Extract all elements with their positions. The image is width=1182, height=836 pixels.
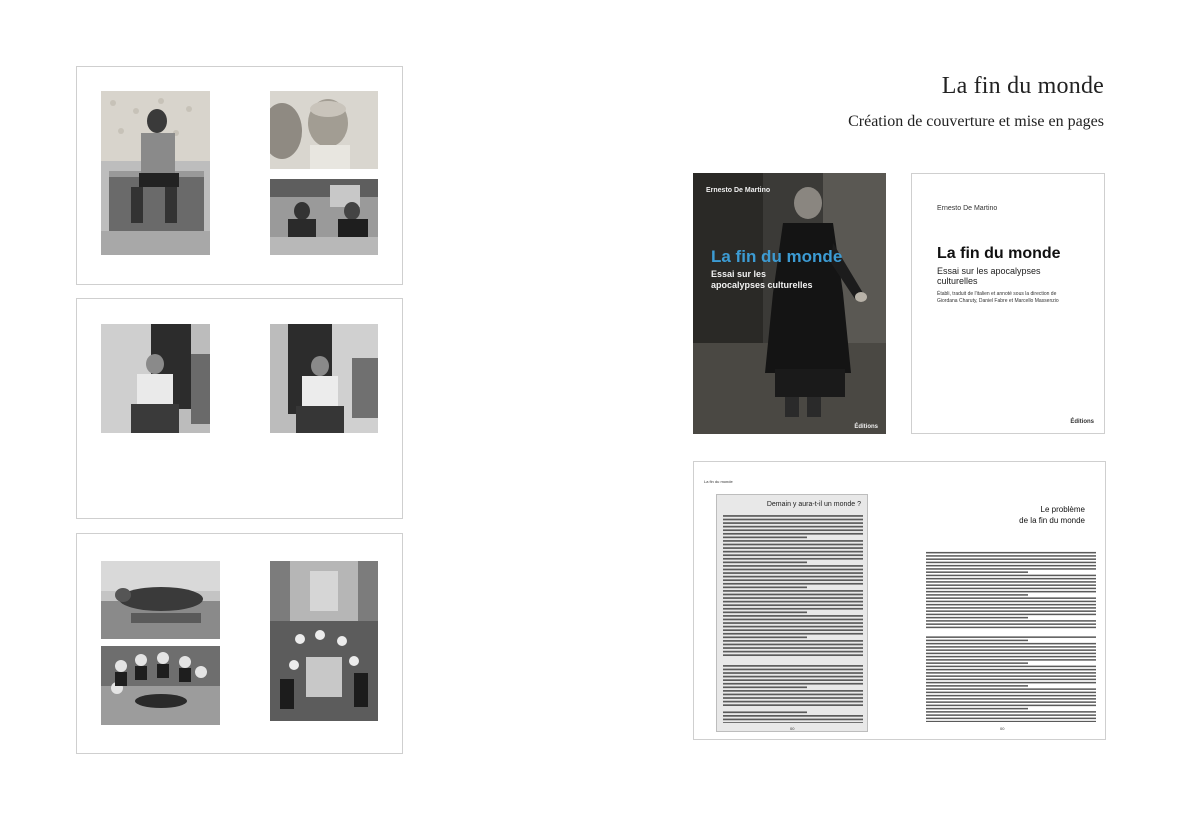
text-line	[723, 633, 863, 635]
book-title-page	[911, 173, 1105, 434]
text-line	[723, 551, 863, 553]
text-line	[926, 711, 1096, 713]
text-line	[926, 692, 1096, 694]
text-line	[723, 636, 807, 638]
text-line	[926, 588, 1096, 590]
photo-men-at-desk	[270, 179, 378, 255]
text-line	[723, 651, 863, 653]
photo-man-seated-on-barrel	[101, 91, 210, 255]
page-number-right: 00	[1000, 726, 1005, 731]
text-line	[926, 679, 1096, 681]
text-line	[723, 615, 863, 617]
text-line	[926, 610, 1096, 612]
text-line	[723, 572, 863, 574]
text-line	[926, 581, 1096, 583]
text-line	[723, 665, 863, 667]
page-title: La fin du monde	[941, 73, 1104, 99]
text-line	[926, 698, 1096, 700]
text-line	[926, 617, 1028, 619]
text-line	[926, 682, 1096, 684]
text-line	[926, 623, 1096, 625]
text-line	[723, 526, 863, 528]
text-line	[723, 629, 863, 631]
photo-two-faces-closeup	[270, 91, 378, 169]
text-line	[926, 662, 1028, 664]
cover-title: La fin du monde	[711, 247, 843, 266]
text-line	[926, 718, 1096, 720]
text-line	[926, 601, 1096, 603]
photo-woman-seated-doorway-1	[101, 324, 210, 433]
text-line	[723, 547, 863, 549]
photo-group-in-circle	[101, 646, 220, 725]
photo-church-ceremony	[270, 561, 378, 721]
sidebar-title: Demain y aura-t-il un monde ?	[766, 501, 861, 508]
title-page-author: Ernesto De Martino	[937, 205, 998, 212]
title-page-credits: Établi, traduit de l'italien et annoté sous la direction de Giordana Charuty, Daniel Fabre et Marcello Massenzio	[937, 291, 1059, 304]
text-line	[723, 719, 863, 721]
text-line	[926, 597, 1096, 599]
text-line	[723, 619, 863, 621]
text-line	[723, 690, 863, 692]
title-page-subtitle: Essai sur les apocalypses culturelles	[937, 266, 1041, 286]
text-line	[926, 659, 1096, 661]
text-line	[723, 587, 807, 589]
text-line	[723, 522, 863, 524]
text-line	[723, 558, 863, 560]
page-subtitle: Création de couverture et mise en pages	[848, 113, 1104, 130]
text-line	[926, 636, 1096, 638]
text-line	[723, 626, 863, 628]
photo-woman-lying-on-bed	[101, 561, 220, 639]
text-line	[926, 584, 1096, 586]
text-line	[723, 694, 863, 696]
chapter-title	[1019, 504, 1085, 526]
text-line	[926, 653, 1096, 655]
title-page-publisher-logo: Éditions	[1070, 419, 1094, 425]
text-line	[723, 519, 863, 521]
cover-photo-woman	[693, 173, 886, 434]
photo-sheet-3	[76, 533, 403, 754]
text-line	[723, 576, 863, 578]
text-line	[723, 644, 863, 646]
text-line	[723, 647, 863, 649]
text-line	[723, 533, 863, 535]
sidebar-body-text	[723, 513, 863, 723]
text-line	[926, 646, 1096, 648]
text-line	[723, 676, 863, 678]
text-line	[926, 594, 1028, 596]
text-line	[926, 614, 1096, 616]
page-number-left: 00	[790, 726, 795, 731]
text-line	[723, 537, 807, 539]
text-line	[723, 711, 807, 713]
text-line	[926, 558, 1096, 560]
sidebar-box	[716, 494, 868, 732]
text-line	[926, 705, 1096, 707]
text-line	[926, 688, 1096, 690]
text-line	[926, 685, 1028, 687]
text-line	[926, 555, 1096, 557]
text-line	[723, 715, 863, 717]
photo-sheet-1	[76, 66, 403, 285]
text-line	[723, 590, 863, 592]
text-line	[926, 669, 1096, 671]
chapter-title-line1: Le problème	[1040, 505, 1085, 514]
book-interior-spread	[693, 461, 1106, 740]
chapter-body-text	[926, 550, 1096, 722]
text-line	[723, 579, 863, 581]
text-line	[723, 554, 863, 556]
text-line	[723, 601, 863, 603]
text-line	[723, 722, 863, 723]
text-line	[926, 604, 1096, 606]
text-line	[926, 721, 1096, 722]
text-line	[926, 675, 1096, 677]
text-line	[926, 571, 1028, 573]
text-line	[926, 672, 1096, 674]
text-line	[723, 669, 863, 671]
text-line	[723, 686, 807, 688]
text-line	[723, 544, 863, 546]
text-line	[723, 679, 863, 681]
text-line	[926, 552, 1096, 554]
text-line	[926, 649, 1096, 651]
text-line	[926, 562, 1096, 564]
text-line	[926, 627, 1096, 629]
text-line	[723, 604, 863, 606]
text-line	[926, 568, 1096, 570]
photo-sheet-2	[76, 298, 403, 519]
text-line	[723, 562, 807, 564]
photo-woman-seated-doorway-2	[270, 324, 378, 433]
text-line	[723, 697, 863, 699]
text-line	[926, 607, 1096, 609]
text-line	[723, 565, 863, 567]
text-line	[926, 578, 1096, 580]
text-line	[723, 654, 863, 656]
text-line	[723, 540, 863, 542]
cover-author: Ernesto De Martino	[706, 187, 771, 194]
text-line	[723, 529, 863, 531]
text-line	[723, 597, 863, 599]
text-line	[723, 622, 863, 624]
text-line	[926, 565, 1096, 567]
text-line	[926, 666, 1096, 668]
text-line	[723, 594, 863, 596]
text-line	[723, 583, 863, 585]
text-line	[723, 704, 863, 706]
cover-subtitle: Essai sur les apocalypses culturelles	[711, 269, 813, 290]
text-line	[926, 643, 1096, 645]
title-page-title: La fin du monde	[937, 245, 1061, 262]
text-line	[926, 701, 1096, 703]
text-line	[723, 672, 863, 674]
text-line	[926, 695, 1096, 697]
book-cover-front	[693, 173, 886, 434]
text-line	[926, 575, 1096, 577]
text-line	[926, 708, 1028, 710]
chapter-title-line2: de la fin du monde	[1019, 516, 1085, 525]
text-line	[926, 620, 1096, 622]
text-line	[926, 591, 1096, 593]
text-line	[723, 611, 807, 613]
text-line	[723, 683, 863, 685]
text-line	[723, 608, 863, 610]
text-line	[926, 656, 1096, 658]
text-line	[926, 640, 1028, 642]
text-line	[926, 714, 1096, 716]
text-line	[723, 701, 863, 703]
cover-publisher-logo: Éditions	[854, 424, 878, 430]
text-line	[723, 640, 863, 642]
text-line	[723, 569, 863, 571]
running-head: La fin du monde	[704, 479, 733, 484]
text-line	[723, 515, 863, 517]
